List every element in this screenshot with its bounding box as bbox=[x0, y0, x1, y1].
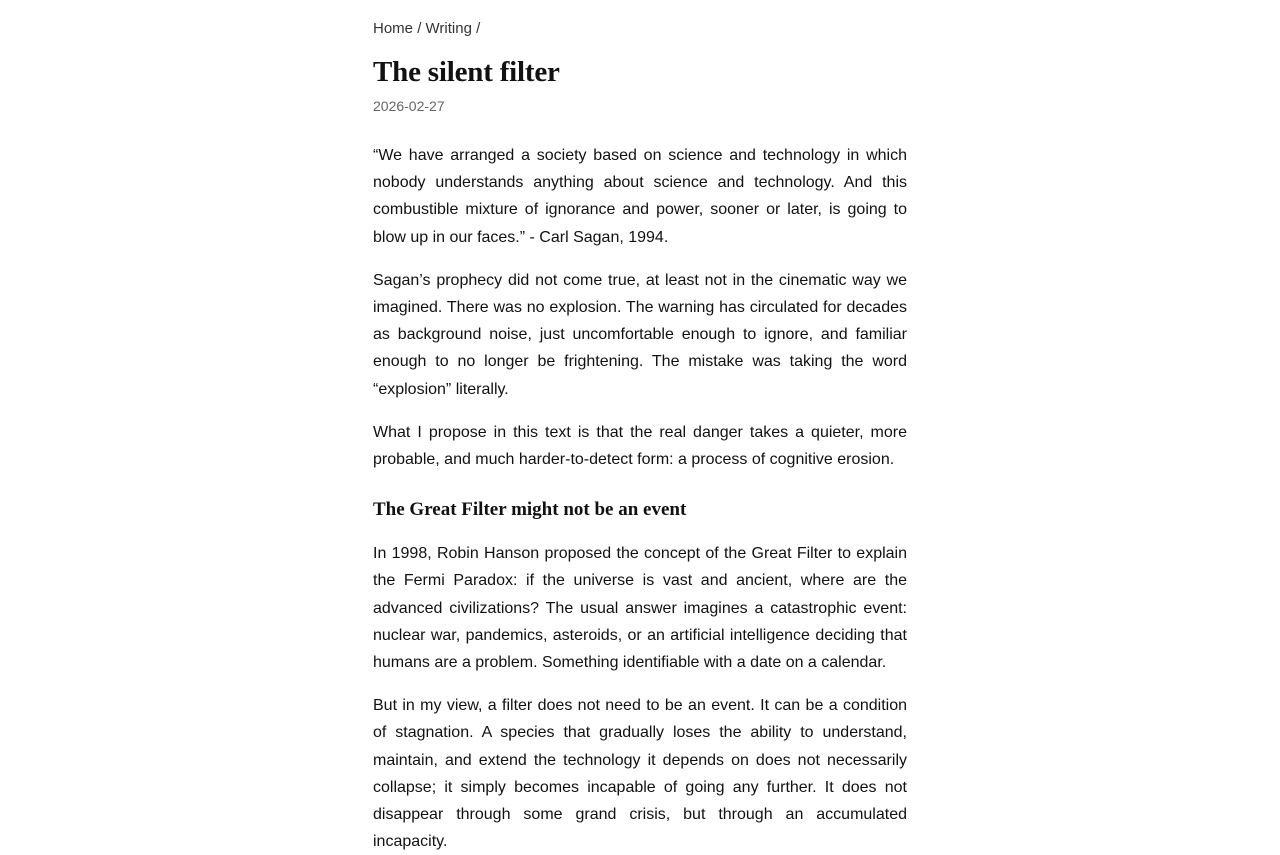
breadcrumb-writing-link[interactable]: Writing bbox=[425, 20, 472, 37]
article-paragraph: “We have arranged a society based on science and technology in which nobody understands anything about science and technology. And this combustible mixture of ignorance and power, sooner or later, is going to blow up in our faces.” - Carl Sagan, 1994. bbox=[373, 147, 907, 246]
post-date: 2026-02-27 bbox=[373, 98, 445, 114]
breadcrumb-separator: / bbox=[417, 20, 422, 37]
article-body bbox=[373, 142, 907, 855]
article-paragraph: In 1998, Robin Hanson proposed the concept of the Great Filter to explain the Fermi Paradox: if the universe is vast and ancient, where are the advanced civilizations? The usual answer imagines a catastrophic event: nuclear war, pandemics, asteroids, or an artificial intelligence deciding that humans are a problem. Something identifiable with a date on a calendar. bbox=[373, 545, 907, 672]
section-heading: The Great Filter might not be an event bbox=[373, 499, 687, 521]
article-paragraph: But in my view, a filter does not need to be an event. It can be a condition of stagnation. A species that gradually loses the ability to understand, maintain, and extend the technology it depends on does not necessarily collapse; it simply becomes incapable of going any further. It does not disappear through some grand crisis, but through an accumulated incapacity. bbox=[373, 697, 907, 851]
article-page bbox=[373, 0, 907, 855]
breadcrumb bbox=[373, 19, 907, 39]
breadcrumb-separator: / bbox=[476, 20, 481, 37]
page-title: The silent filter bbox=[373, 56, 560, 88]
article-paragraph: Sagan’s prophecy did not come true, at least not in the cinematic way we imagined. There was no explosion. The warning has circulated for decades as background noise, just uncomfortable enough to ignore, and familiar enough to no longer be frightening. The mistake was taking the word “explosion” literally. bbox=[373, 271, 907, 398]
breadcrumb-home-link[interactable]: Home bbox=[373, 20, 414, 37]
article-paragraph: What I propose in this text is that the real danger takes a quieter, more probable, and much harder-to-detect form: a process of cognitive erosion. bbox=[373, 423, 907, 469]
